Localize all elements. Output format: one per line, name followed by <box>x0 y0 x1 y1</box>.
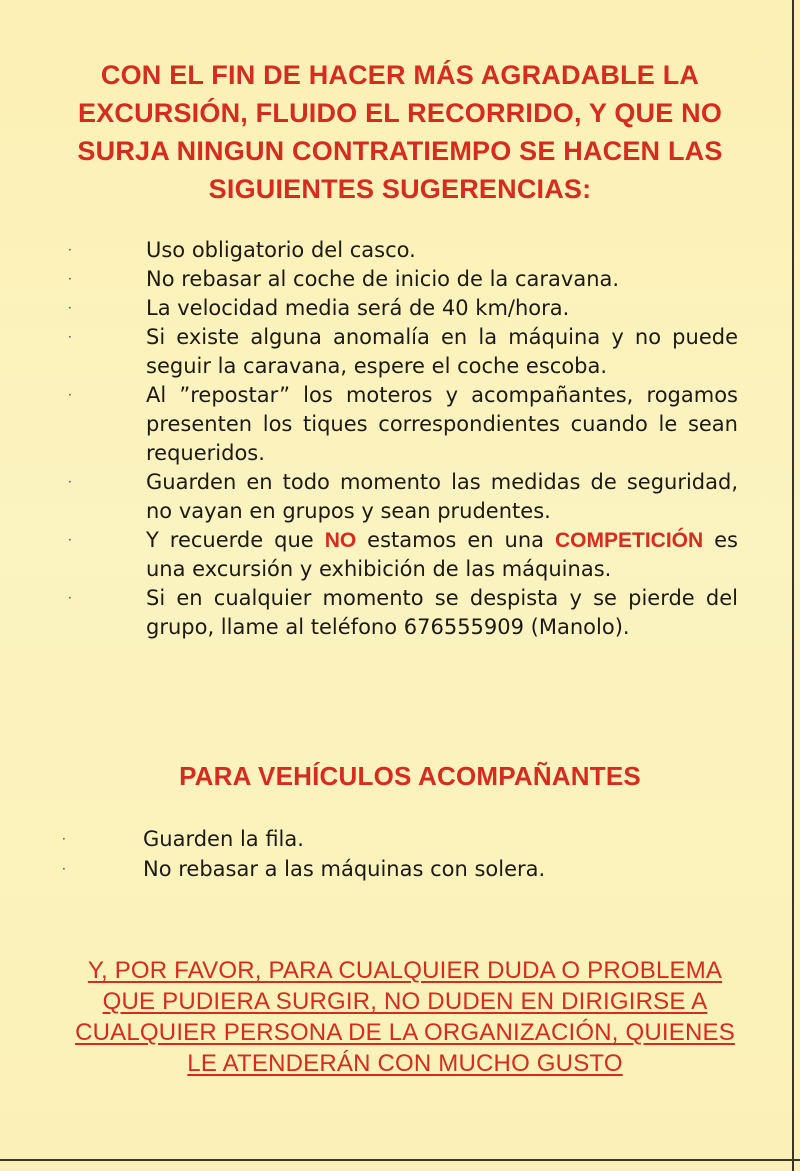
bullet-dot: · <box>68 533 72 547</box>
text-run: estamos en una <box>356 528 555 552</box>
suggestion-line: grupo, llame al teléfono 676555909 (Manolo). <box>146 615 630 639</box>
suggestion-line <box>146 526 738 555</box>
bullet-dot: · <box>68 591 72 605</box>
suggestion-item <box>0 381 800 468</box>
text-run: es <box>703 528 739 552</box>
vehicles-heading: PARA VEHÍCULOS ACOMPAÑANTES <box>179 761 641 791</box>
suggestion-item-competition <box>0 526 800 584</box>
suggestion-item <box>0 236 800 265</box>
suggestion-line: presenten los tiques correspondientes cuando le sean <box>146 412 738 436</box>
bullet-dot: · <box>68 475 72 489</box>
vehicle-item <box>0 854 800 884</box>
vehicle-item-text: No rebasar a las máquinas con solera. <box>143 857 546 881</box>
text-run: Y recuerde que <box>146 528 325 552</box>
bullet-dot: · <box>68 272 72 286</box>
intro-heading <box>60 56 740 208</box>
suggestion-line: Uso obligatorio del casco. <box>146 238 416 262</box>
closing-note <box>40 955 770 1079</box>
bullet-dot: · <box>68 301 72 315</box>
intro-heading-line: SURJA NINGUN CONTRATIEMPO SE HACEN LAS <box>77 136 723 166</box>
suggestion-item <box>0 468 800 526</box>
vehicle-item <box>0 824 800 854</box>
highlight-competition: COMPETICIÓN <box>555 529 704 552</box>
bullet-dot: · <box>68 243 72 257</box>
suggestion-item-phone <box>0 584 800 642</box>
suggestion-line: La velocidad media será de 40 km/hora. <box>146 296 570 320</box>
suggestion-line: una excursión y exhibición de las máquinas. <box>146 557 612 581</box>
closing-line: QUE PUDIERA SURGIR, NO DUDEN EN DIRIGIRSE A <box>102 988 708 1015</box>
bullet-dot: · <box>62 862 66 876</box>
highlight-no: NO <box>324 529 357 552</box>
suggestion-item <box>0 294 800 323</box>
bullet-dot: · <box>68 388 72 402</box>
suggestion-line: requeridos. <box>146 441 265 465</box>
closing-line: Y, POR FAVOR, PARA CUALQUIER DUDA O PROBLEMA <box>87 957 723 984</box>
page-edge-bottom <box>0 1159 800 1161</box>
vehicles-list <box>0 824 800 884</box>
suggestion-line: no vayan en grupos y sean prudentes. <box>146 499 551 523</box>
suggestion-line: Si existe alguna anomalía en la máquina y no puede <box>146 325 738 349</box>
suggestion-line: Si en cualquier momento se despista y se pierde del <box>146 586 738 610</box>
suggestions-list <box>0 236 800 642</box>
closing-line: LE ATENDERÁN CON MUCHO GUSTO <box>187 1050 623 1077</box>
bullet-dot: · <box>62 832 66 846</box>
closing-line: CUALQUIER PERSONA DE LA ORGANIZACIÓN, QUIENES <box>75 1019 735 1046</box>
intro-heading-line: CON EL FIN DE HACER MÁS AGRADABLE LA <box>100 60 700 90</box>
intro-heading-line: SIGUIENTES SUGERENCIAS: <box>208 174 592 204</box>
suggestion-line: No rebasar al coche de inicio de la caravana. <box>146 267 620 291</box>
intro-heading-line: EXCURSIÓN, FLUIDO EL RECORRIDO, Y QUE NO <box>77 98 723 128</box>
bullet-dot: · <box>68 330 72 344</box>
suggestion-line: seguir la caravana, espere el coche escoba. <box>146 354 608 378</box>
vehicle-item-text: Guarden la fila. <box>143 827 304 851</box>
suggestion-item <box>0 323 800 381</box>
suggestion-line: Guarden en todo momento las medidas de seguridad, <box>146 470 738 494</box>
suggestion-line: Al ”repostar” los moteros y acompañantes, rogamos <box>146 383 738 407</box>
suggestion-item <box>0 265 800 294</box>
